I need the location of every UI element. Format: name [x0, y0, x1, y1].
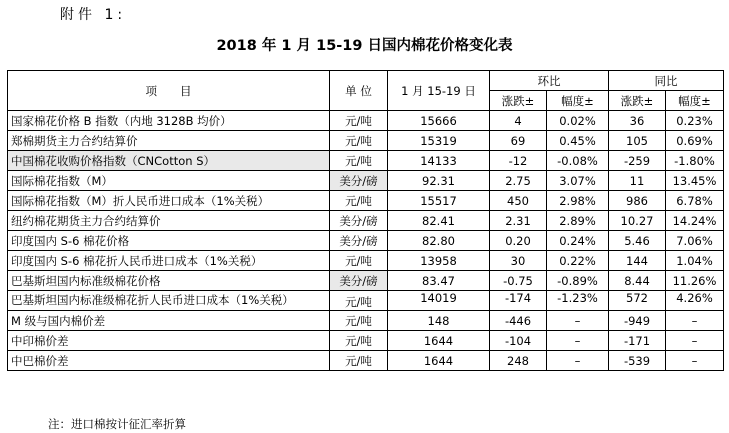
row-value: 83.47 — [388, 271, 490, 291]
row-hb-pct: 0.24% — [547, 231, 609, 251]
row-hb-pct: 3.07% — [547, 171, 609, 191]
row-hb-change: 2.31 — [490, 211, 547, 231]
row-value: 1644 — [388, 351, 490, 371]
row-tb-pct: 1.04% — [666, 251, 724, 271]
row-hb-change: -12 — [490, 151, 547, 171]
row-name: 印度国内 S-6 棉花折人民币进口成本（1%关税） — [8, 251, 330, 271]
row-hb-change: 30 — [490, 251, 547, 271]
row-tb-change: 36 — [609, 111, 666, 131]
row-tb-pct: 14.24% — [666, 211, 724, 231]
header-period: 1 月 15-19 日 — [388, 71, 490, 111]
row-value: 92.31 — [388, 171, 490, 191]
header-item: 项 目 — [8, 71, 330, 111]
table-row — [8, 151, 724, 171]
row-unit: 元/吨 — [330, 251, 388, 271]
header-unit: 单 位 — [330, 71, 388, 111]
row-value: 82.41 — [388, 211, 490, 231]
row-unit: 美分/磅 — [330, 231, 388, 251]
row-hb-change: 0.20 — [490, 231, 547, 251]
row-hb-change: -174 — [490, 291, 547, 311]
table-row — [8, 271, 724, 291]
row-tb-change: 986 — [609, 191, 666, 211]
row-value: 15517 — [388, 191, 490, 211]
table-row — [8, 291, 724, 311]
row-tb-pct: – — [666, 351, 724, 371]
table-title: 2018 年 1 月 15-19 日国内棉花价格变化表 — [216, 38, 513, 54]
row-tb-change: -949 — [609, 311, 666, 331]
row-name: 巴基斯坦国内标准级棉花折人民币进口成本（1%关税） — [8, 291, 330, 311]
table-row — [8, 251, 724, 271]
row-hb-change: 450 — [490, 191, 547, 211]
row-value: 14019 — [388, 291, 490, 311]
table-row — [8, 331, 724, 351]
row-unit: 美分/磅 — [330, 271, 388, 291]
row-unit: 元/吨 — [330, 131, 388, 151]
row-unit: 元/吨 — [330, 111, 388, 131]
row-tb-change: 105 — [609, 131, 666, 151]
row-name: 中巴棉价差 — [8, 351, 330, 371]
row-value: 148 — [388, 311, 490, 331]
row-tb-pct: 4.26% — [666, 291, 724, 311]
row-tb-change: 10.27 — [609, 211, 666, 231]
row-hb-change: 69 — [490, 131, 547, 151]
row-value: 1644 — [388, 331, 490, 351]
row-tb-change: -171 — [609, 331, 666, 351]
row-tb-pct: 13.45% — [666, 171, 724, 191]
row-hb-pct: – — [547, 351, 609, 371]
row-unit: 美分/磅 — [330, 211, 388, 231]
row-hb-pct: -0.08% — [547, 151, 609, 171]
row-tb-pct: – — [666, 311, 724, 331]
row-hb-pct: -0.89% — [547, 271, 609, 291]
row-hb-pct: 2.89% — [547, 211, 609, 231]
row-unit: 元/吨 — [330, 331, 388, 351]
row-name: 国际棉花指数（M） — [8, 171, 330, 191]
row-hb-pct: – — [547, 331, 609, 351]
row-hb-change: 2.75 — [490, 171, 547, 191]
row-name: 中印棉价差 — [8, 331, 330, 351]
row-name: 中国棉花收购价格指数（CNCotton S） — [8, 151, 330, 171]
row-value: 13958 — [388, 251, 490, 271]
table-row — [8, 191, 724, 211]
table-row — [8, 231, 724, 251]
table-row — [8, 111, 724, 131]
row-hb-pct: 0.45% — [547, 131, 609, 151]
row-value: 15666 — [388, 111, 490, 131]
header-tb-change: 涨跌± — [609, 91, 666, 111]
row-name: 郑棉期货主力合约结算价 — [8, 131, 330, 151]
row-unit: 元/吨 — [330, 351, 388, 371]
row-hb-pct: 0.02% — [547, 111, 609, 131]
row-tb-change: 144 — [609, 251, 666, 271]
row-name: M 级与国内棉价差 — [8, 311, 330, 331]
header-hb-change: 涨跌± — [490, 91, 547, 111]
row-tb-pct: 0.23% — [666, 111, 724, 131]
row-hb-change: -0.75 — [490, 271, 547, 291]
row-unit: 元/吨 — [330, 151, 388, 171]
row-tb-pct: – — [666, 331, 724, 351]
row-tb-pct: 7.06% — [666, 231, 724, 251]
row-tb-pct: 0.69% — [666, 131, 724, 151]
row-unit: 美分/磅 — [330, 171, 388, 191]
attachment-label: 附件 1: — [60, 7, 127, 23]
row-name: 印度国内 S-6 棉花价格 — [8, 231, 330, 251]
row-hb-change: 248 — [490, 351, 547, 371]
row-hb-change: -104 — [490, 331, 547, 351]
row-tb-pct: 6.78% — [666, 191, 724, 211]
header-hb-pct: 幅度± — [547, 91, 609, 111]
row-tb-change: 572 — [609, 291, 666, 311]
row-hb-pct: 0.22% — [547, 251, 609, 271]
table-row — [8, 211, 724, 231]
row-name: 纽约棉花期货主力合约结算价 — [8, 211, 330, 231]
row-name: 巴基斯坦国内标准级棉花价格 — [8, 271, 330, 291]
row-unit: 元/吨 — [330, 191, 388, 211]
header-tb-group: 同比 — [609, 71, 724, 91]
row-name: 国家棉花价格 B 指数（内地 3128B 均价） — [8, 111, 330, 131]
row-tb-change: 8.44 — [609, 271, 666, 291]
row-value: 15319 — [388, 131, 490, 151]
row-tb-change: 11 — [609, 171, 666, 191]
row-hb-pct: 2.98% — [547, 191, 609, 211]
row-hb-change: -446 — [490, 311, 547, 331]
footnote: 注：进口棉按计征汇率折算 — [48, 417, 186, 431]
row-hb-pct: – — [547, 311, 609, 331]
row-value: 14133 — [388, 151, 490, 171]
row-name: 国际棉花指数（M）折人民币进口成本（1%关税） — [8, 191, 330, 211]
table-row — [8, 311, 724, 331]
row-tb-change: 5.46 — [609, 231, 666, 251]
table-row — [8, 131, 724, 151]
cotton-price-table — [7, 70, 724, 371]
row-tb-change: -539 — [609, 351, 666, 371]
row-value: 82.80 — [388, 231, 490, 251]
row-tb-change: -259 — [609, 151, 666, 171]
row-unit: 元/吨 — [330, 291, 388, 311]
table-row — [8, 351, 724, 371]
table-row — [8, 171, 724, 191]
row-hb-pct: -1.23% — [547, 291, 609, 311]
row-hb-change: 4 — [490, 111, 547, 131]
row-unit: 元/吨 — [330, 311, 388, 331]
row-tb-pct: -1.80% — [666, 151, 724, 171]
row-tb-pct: 11.26% — [666, 271, 724, 291]
header-hb-group: 环比 — [490, 71, 609, 91]
header-tb-pct: 幅度± — [666, 91, 724, 111]
